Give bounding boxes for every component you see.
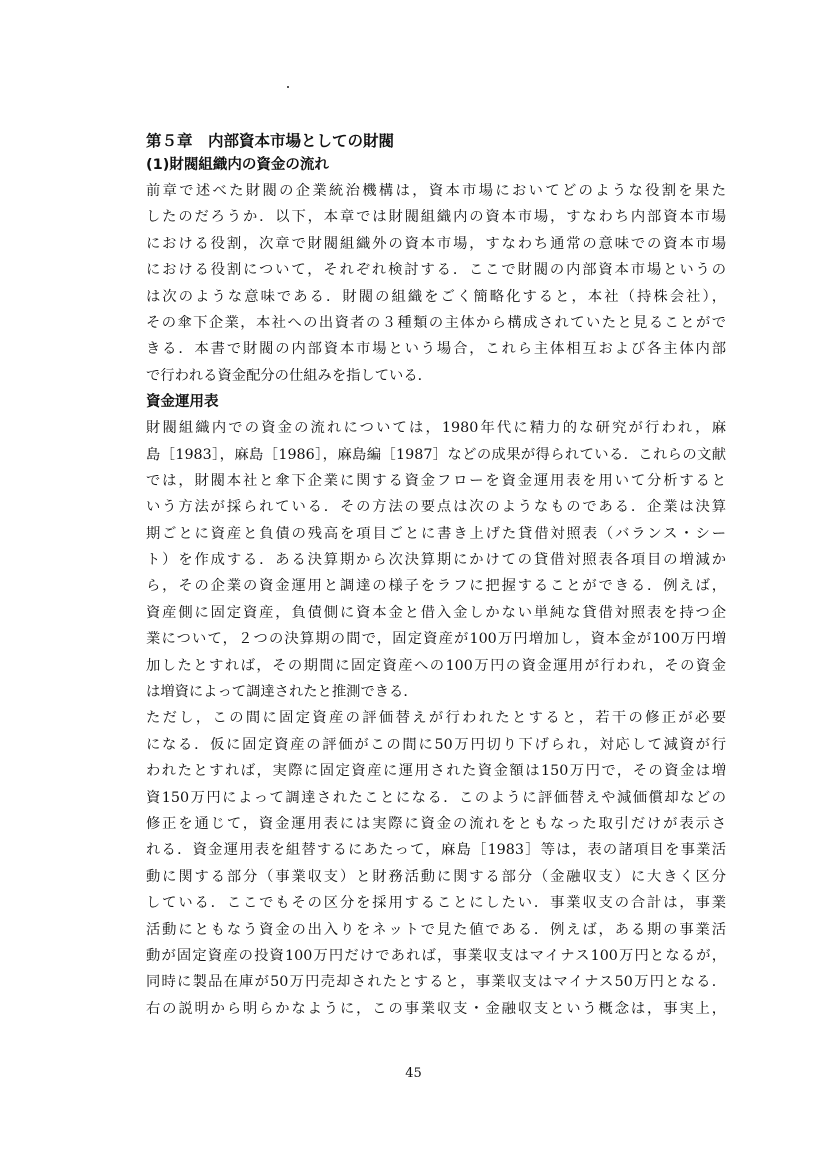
text-line: における役割について，それぞれ検討する．ここで財閥の内部資本市場というの xyxy=(146,262,726,279)
text-line: では，財閥本社と傘下企業に関する資金フローを資金運用表を用いて分析すると xyxy=(146,472,726,489)
text-line: ト）を作成する．ある決算期から次決算期にかけての貸借対照表各項目の増減か xyxy=(146,552,726,569)
paragraph-fund-statement-2 xyxy=(146,705,726,1022)
text-line: は増資によって調達されたと推測できる． xyxy=(146,684,418,701)
scan-speck xyxy=(287,86,289,88)
text-line: 前章で述べた財閥の企業統治機構は，資本市場においてどのような役割を果た xyxy=(146,183,726,199)
text-line: 修正を通じて，資金運用表には実際に資金の流れをともなった取引だけが表示さ xyxy=(146,815,726,832)
text-line: ら，その企業の資金運用と調達の様子をラフに把握することができる．例えば， xyxy=(146,578,726,595)
text-line: 活動にともなう資金の出入りをネットで見た値である．例えば，ある期の事業活 xyxy=(146,921,726,938)
section-heading-fund-flow: (1)財閥組織内の資金の流れ xyxy=(146,157,329,173)
text-line: は次のような意味である．財閥の組織をごく簡略化すると，本社（持株会社）， xyxy=(146,288,726,305)
text-line: 同時に製品在庫が50万円売却されたとすると，事業収支はマイナス50万円となる． xyxy=(146,974,726,991)
text-line: 期ごとに資産と負債の残高を項目ごとに書き上げた貸借対照表（バランス・シー xyxy=(146,525,726,542)
text-line: きる．本書で財閥の内部資本市場という場合，これら主体相互および各主体内部 xyxy=(146,341,726,358)
text-line: われたとすれば，実際に固定資産に運用された資金額は150万円で，その資金は増 xyxy=(146,763,726,780)
text-line: になる．仮に固定資産の評価がこの間に50万円切り下げられ，対応して減資が行 xyxy=(146,736,726,753)
text-line: 資150万円によって調達されたことになる．このように評価替えや減価償却などの xyxy=(146,789,726,806)
paragraph-fund-statement-1 xyxy=(146,415,726,705)
text-line: 島［1983］，麻島［1986］，麻島編［1987］などの成果が得られている．これらの文献 xyxy=(146,446,726,463)
text-line: ただし，この間に固定資産の評価替えが行われたとすると，若干の修正が必要 xyxy=(146,710,726,727)
text-line: いう方法が採られている．その方法の要点は次のようなものである．企業は決算 xyxy=(146,499,726,516)
paragraph-intro xyxy=(146,178,726,389)
page-number: 45 xyxy=(405,1066,422,1081)
text-line: 動に関する部分（事業収支）と財務活動に関する部分（金融収支）に大きく区分 xyxy=(146,868,726,885)
text-line: れる．資金運用表を組替するにあたって，麻島［1983］等は，表の諸項目を事業活 xyxy=(146,842,726,859)
text-line: で行われる資金配分の仕組みを指している． xyxy=(146,367,432,384)
text-line: 加したとすれば，その期間に固定資産への100万円の資金運用が行われ，その資金 xyxy=(146,657,726,674)
text-line: その傘下企業，本社への出資者の３種類の主体から構成されていたと見ることがで xyxy=(146,314,726,331)
text-line: 業について，２つの決算期の間で，固定資産が100万円増加し，資本金が100万円増 xyxy=(146,631,726,648)
text-line: 財閥組織内での資金の流れについては，1980年代に精力的な研究が行われ，麻 xyxy=(146,420,726,437)
section-heading-fund-statement: 資金運用表 xyxy=(146,394,219,411)
text-line: している．ここでもその区分を採用することにしたい．事業収支の合計は，事業 xyxy=(146,895,726,912)
document-page xyxy=(146,130,726,1022)
text-line: 動が固定資産の投資100万円だけであれば，事業収支はマイナス100万円となるが， xyxy=(146,947,726,964)
text-line: したのだろうか．以下，本章では財閥組織内の資本市場，すなわち内部資本市場 xyxy=(146,209,726,226)
text-line: 資産側に固定資産，負債側に資本金と借入金しかない単純な貸借対照表を持つ企 xyxy=(146,604,726,621)
chapter-title: 第５章 内部資本市場としての財閥 xyxy=(146,132,395,150)
text-line: 右の説明から明らかなように，この事業収支・金融収支という概念は，事実上， xyxy=(146,1000,726,1017)
text-line: における役割，次章で財閥組織外の資本市場，すなわち通常の意味での資本市場 xyxy=(146,235,726,252)
